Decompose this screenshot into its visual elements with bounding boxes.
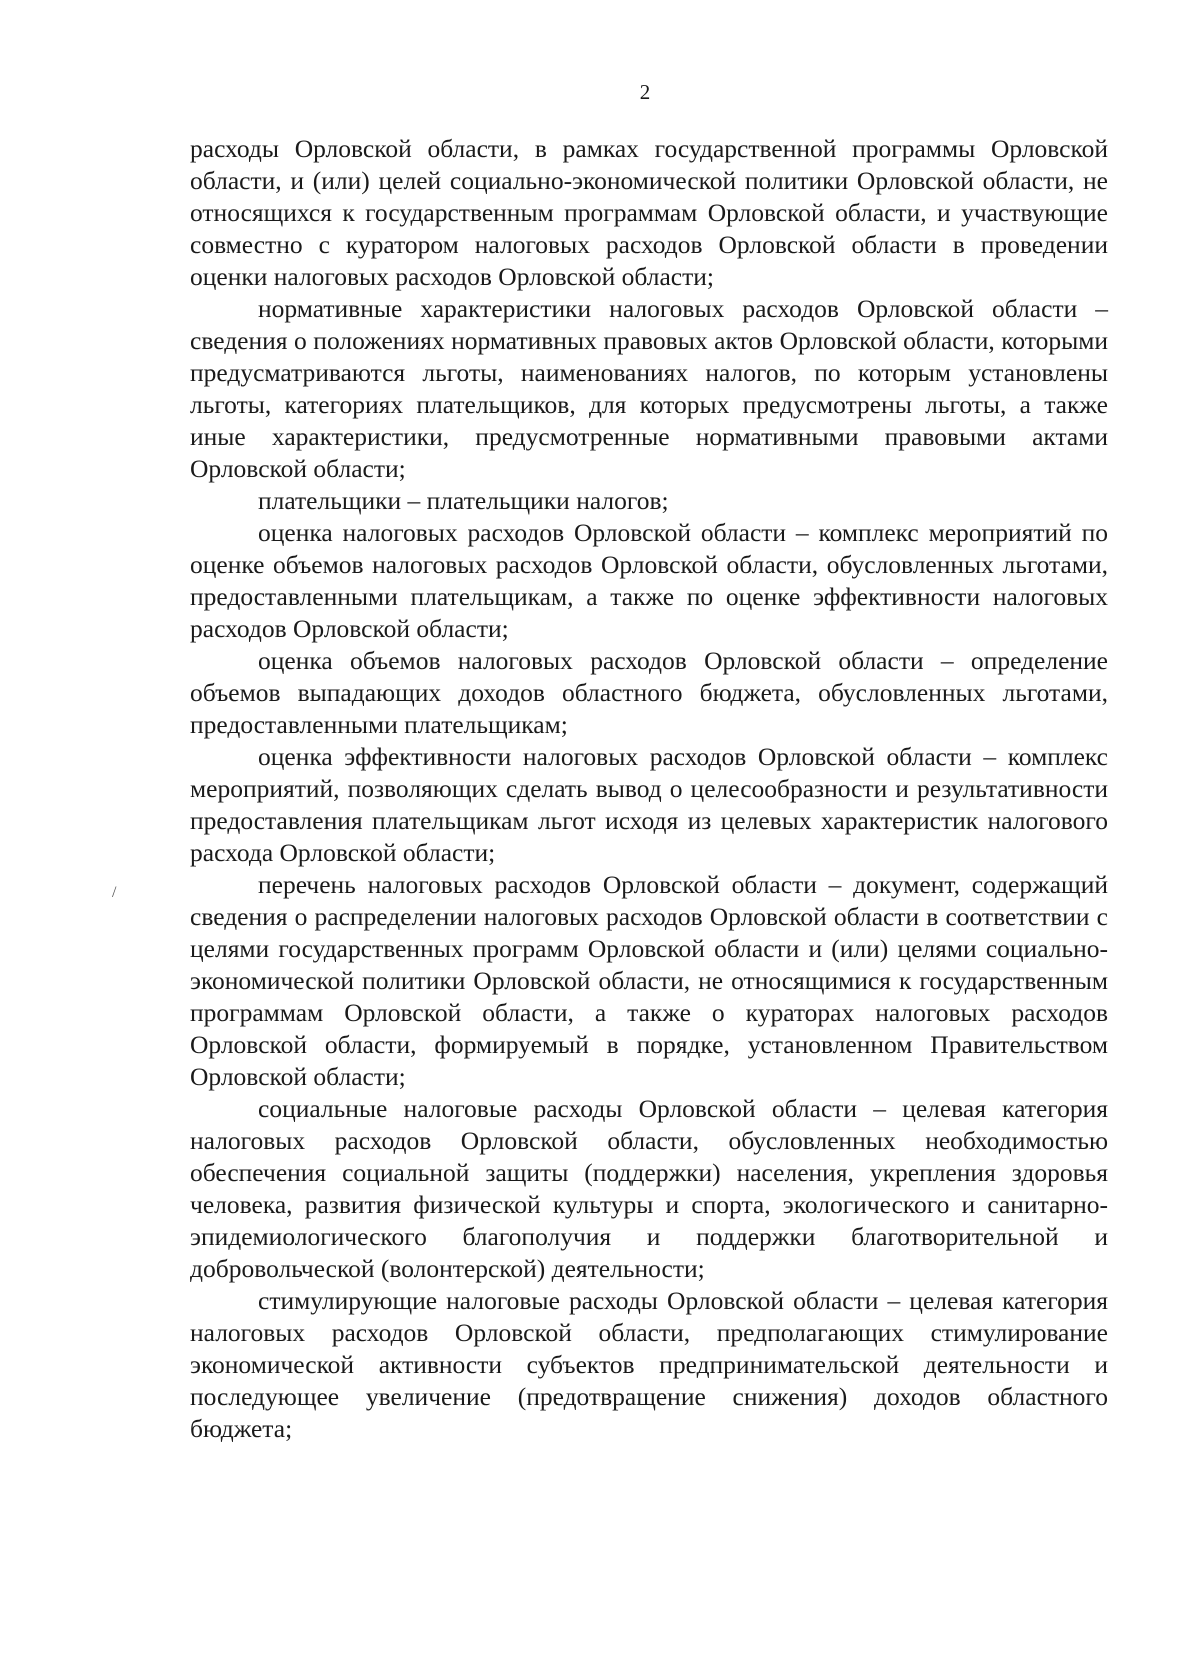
document-body: [190, 133, 1108, 1445]
paragraph-social-tax-expenses: социальные налоговые расходы Орловской области – целевая категория налоговых расходов Орловской области, обусловленных необходимостью обеспечения социальной защиты (поддержки) населения, укрепления здоровья человека, развития физической культуры и спорта, экологического и санитарно-эпидемиологического благополучия и поддержки благотворительной и добровольческой (волонтерской) деятельности;: [190, 1094, 1108, 1283]
paragraph-tax-expense-assessment: оценка налоговых расходов Орловской области – комплекс мероприятий по оценке объемов налоговых расходов Орловской области, обусловленных льготами, предоставленными плательщикам, а также по оценке эффективности налоговых расходов Орловской области;: [190, 518, 1108, 643]
paragraph-continuation: расходы Орловской области, в рамках государственной программы Орловской области, и (или) целей социально-экономической политики Орловской области, не относящихся к государственным программам Орловской области, и участвующие совместно с куратором налоговых расходов Орловской области в проведении оценки налоговых расходов Орловской области;: [190, 134, 1108, 291]
page-number: 2: [639, 80, 651, 104]
paragraph-normative-characteristics: нормативные характеристики налоговых расходов Орловской области – сведения о положениях нормативных правовых актов Орловской области, которыми предусматриваются льготы, наименованиях налогов, по которым установлены льготы, категориях плательщиков, для которых предусмотрены льготы, а также иные характеристики, предусмотренные нормативными правовыми актами Орловской области;: [190, 294, 1108, 483]
paragraph-stimulating-tax-expenses: стимулирующие налоговые расходы Орловской области – целевая категория налоговых расходов Орловской области, предполагающих стимулирование экономической активности субъектов предпринимательской деятельности и последующее увеличение (предотвращение снижения) доходов областного бюджета;: [190, 1286, 1108, 1443]
paragraph-volume-assessment: оценка объемов налоговых расходов Орловской области – определение объемов выпадающих доходов областного бюджета, обусловленных льготами, предоставленными плательщикам;: [190, 646, 1108, 739]
paragraph-efficiency-assessment: оценка эффективности налоговых расходов Орловской области – комплекс мероприятий, позволяющих сделать вывод о целесообразности и результативности предоставления плательщикам льгот исходя из целевых характеристик налогового расхода Орловской области;: [190, 742, 1108, 867]
paragraph-tax-expense-list: перечень налоговых расходов Орловской области – документ, содержащий сведения о распределении налоговых расходов Орловской области в соответствии с целями государственных программ Орловской области и (или) целями социально-экономической политики Орловской области, не относящимися к государственным программам Орловской области, а также о кураторах налоговых расходов Орловской области, формируемый в порядке, установленном Правительством Орловской области;: [190, 870, 1108, 1091]
scan-mark: /: [112, 884, 117, 901]
paragraph-payers: плательщики – плательщики налогов;: [258, 486, 669, 515]
